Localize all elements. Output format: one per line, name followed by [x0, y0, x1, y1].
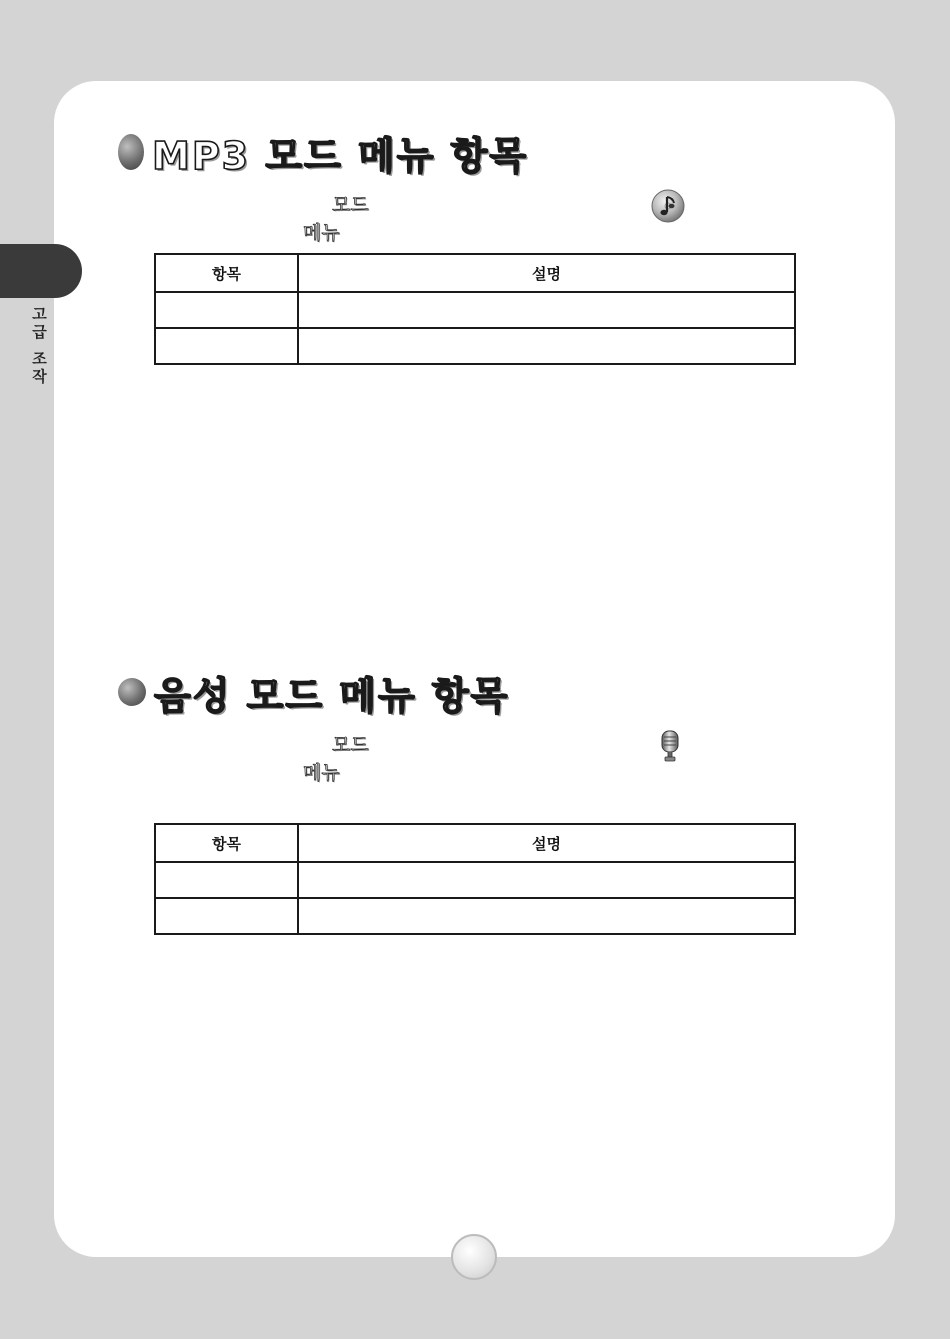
music-disc-icon [650, 188, 686, 224]
section-title [118, 668, 818, 716]
table-row [155, 862, 795, 898]
chapter-label: 고급 조작 [30, 306, 48, 387]
table-header-row [155, 254, 795, 292]
section-intro [118, 180, 818, 244]
table-cell [298, 292, 795, 328]
header-description: 설명 [298, 254, 795, 292]
header-item: 항목 [155, 824, 298, 862]
table-cell [298, 862, 795, 898]
table-header-row [155, 824, 795, 862]
voice-menu-table [154, 823, 796, 935]
table-row [155, 898, 795, 934]
intro-word-menu: 메뉴 [303, 762, 340, 784]
section-title-text: 음성 모드 메뉴 항목 [154, 673, 510, 718]
voice-menu-section [118, 668, 818, 853]
header-item: 항목 [155, 254, 298, 292]
section-intro [118, 720, 818, 784]
mp3-menu-table [154, 253, 796, 365]
table-row [155, 328, 795, 364]
microphone-icon [652, 728, 688, 764]
page-number-badge [451, 1234, 497, 1280]
table-cell [155, 862, 298, 898]
table-row [155, 292, 795, 328]
intro-word-mode: 모드 [332, 194, 369, 216]
header-description: 설명 [298, 824, 795, 862]
table-cell [298, 898, 795, 934]
mp3-menu-section [118, 128, 818, 283]
table-cell [298, 328, 795, 364]
intro-word-menu: 메뉴 [303, 222, 340, 244]
table-cell [155, 292, 298, 328]
chapter-tab [0, 244, 82, 298]
table-cell [155, 328, 298, 364]
bullet-icon [118, 134, 144, 170]
bullet-icon [118, 678, 146, 706]
intro-word-mode: 모드 [332, 734, 369, 756]
section-title-text: MP3 모드 메뉴 항목 [152, 133, 529, 178]
table-cell [155, 898, 298, 934]
section-title [118, 128, 818, 176]
